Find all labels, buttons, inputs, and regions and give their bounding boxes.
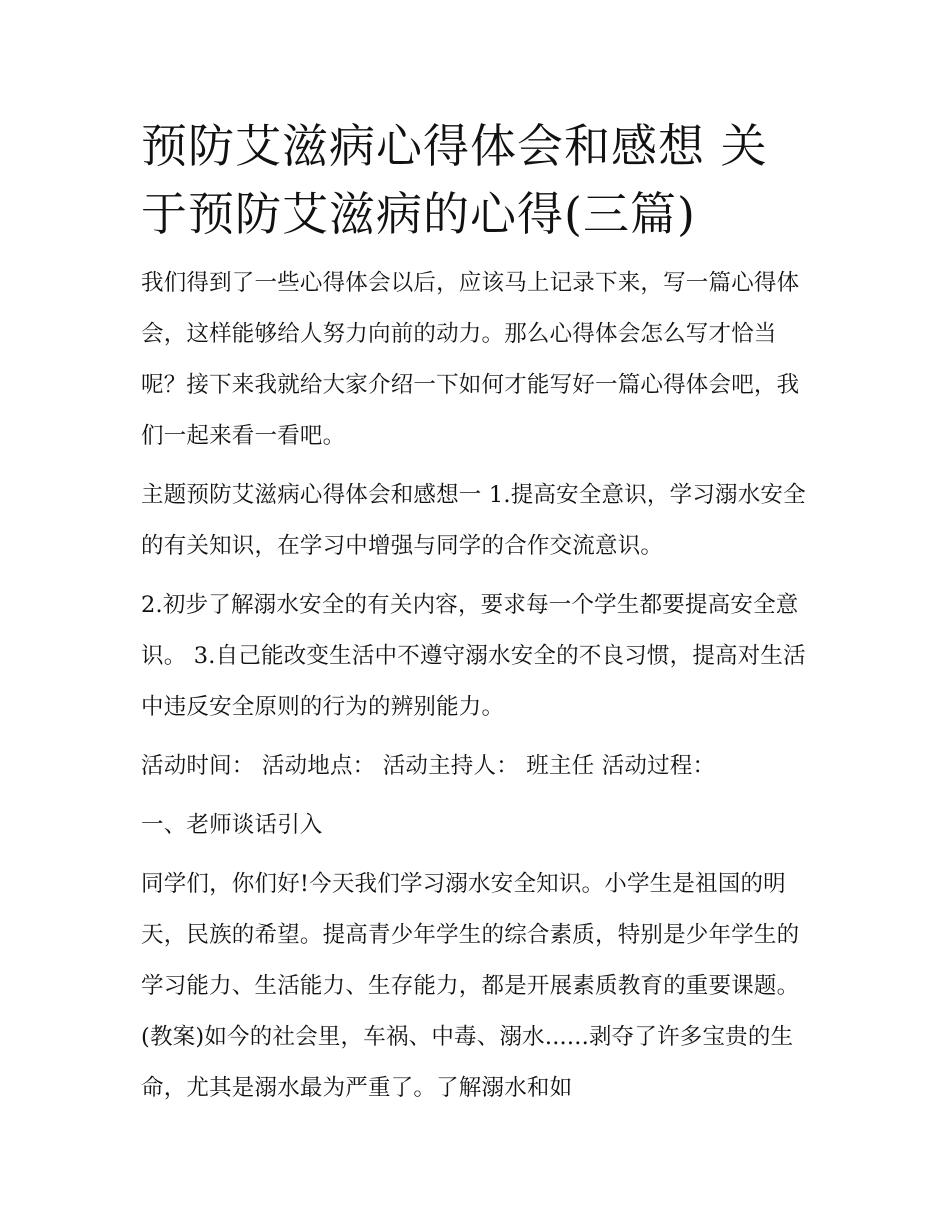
paragraph-intro: 我们得到了一些心得体会以后，应该马上记录下来，写一篇心得体会，这样能够给人努力向前的动力。那么心得体会怎么写才恰当呢？接下来我就给大家介绍一下如何才能写好一篇心得体会吧，我们一起来看一看吧。 [141,270,800,449]
paragraph-teacher-talk: 同学们，你们好!今天我们学习溺水安全知识。小学生是祖国的明天，民族的希望。提高青少年学生的综合素质，特别是少年学生的学习能力、生活能力、生存能力，都是开展素质教育的重要课题。(教案)如今的社会里，车祸、中毒、溺水......剥夺了许多宝贵的生命，尤其是溺水最为严重了。了解溺水和如 [141,871,800,1101]
document-body [141,112,813,1114]
paragraph-theme-goal-1: 主题预防艾滋病心得体会和感想一 1.提高安全意识，学习溺水安全的有关知识，在学习中增强与同学的合作交流意识。 [141,482,806,559]
section-heading-teacher-intro: 一、老师谈话引入 [141,812,323,838]
paragraph-activity-info: 活动时间： 活动地点： 活动主持人： 班主任 活动过程： [141,753,716,779]
document-title: 预防艾滋病心得体会和感想 关于预防艾滋病的心得(三篇) [141,119,768,241]
paragraph-goals-2-3: 2.初步了解溺水安全的有关内容，要求每一个学生都要提高安全意识。 3.自己能改变生活中不遵守溺水安全的不良习惯，提高对生活中违反安全原则的行为的辨别能力。 [141,592,806,720]
